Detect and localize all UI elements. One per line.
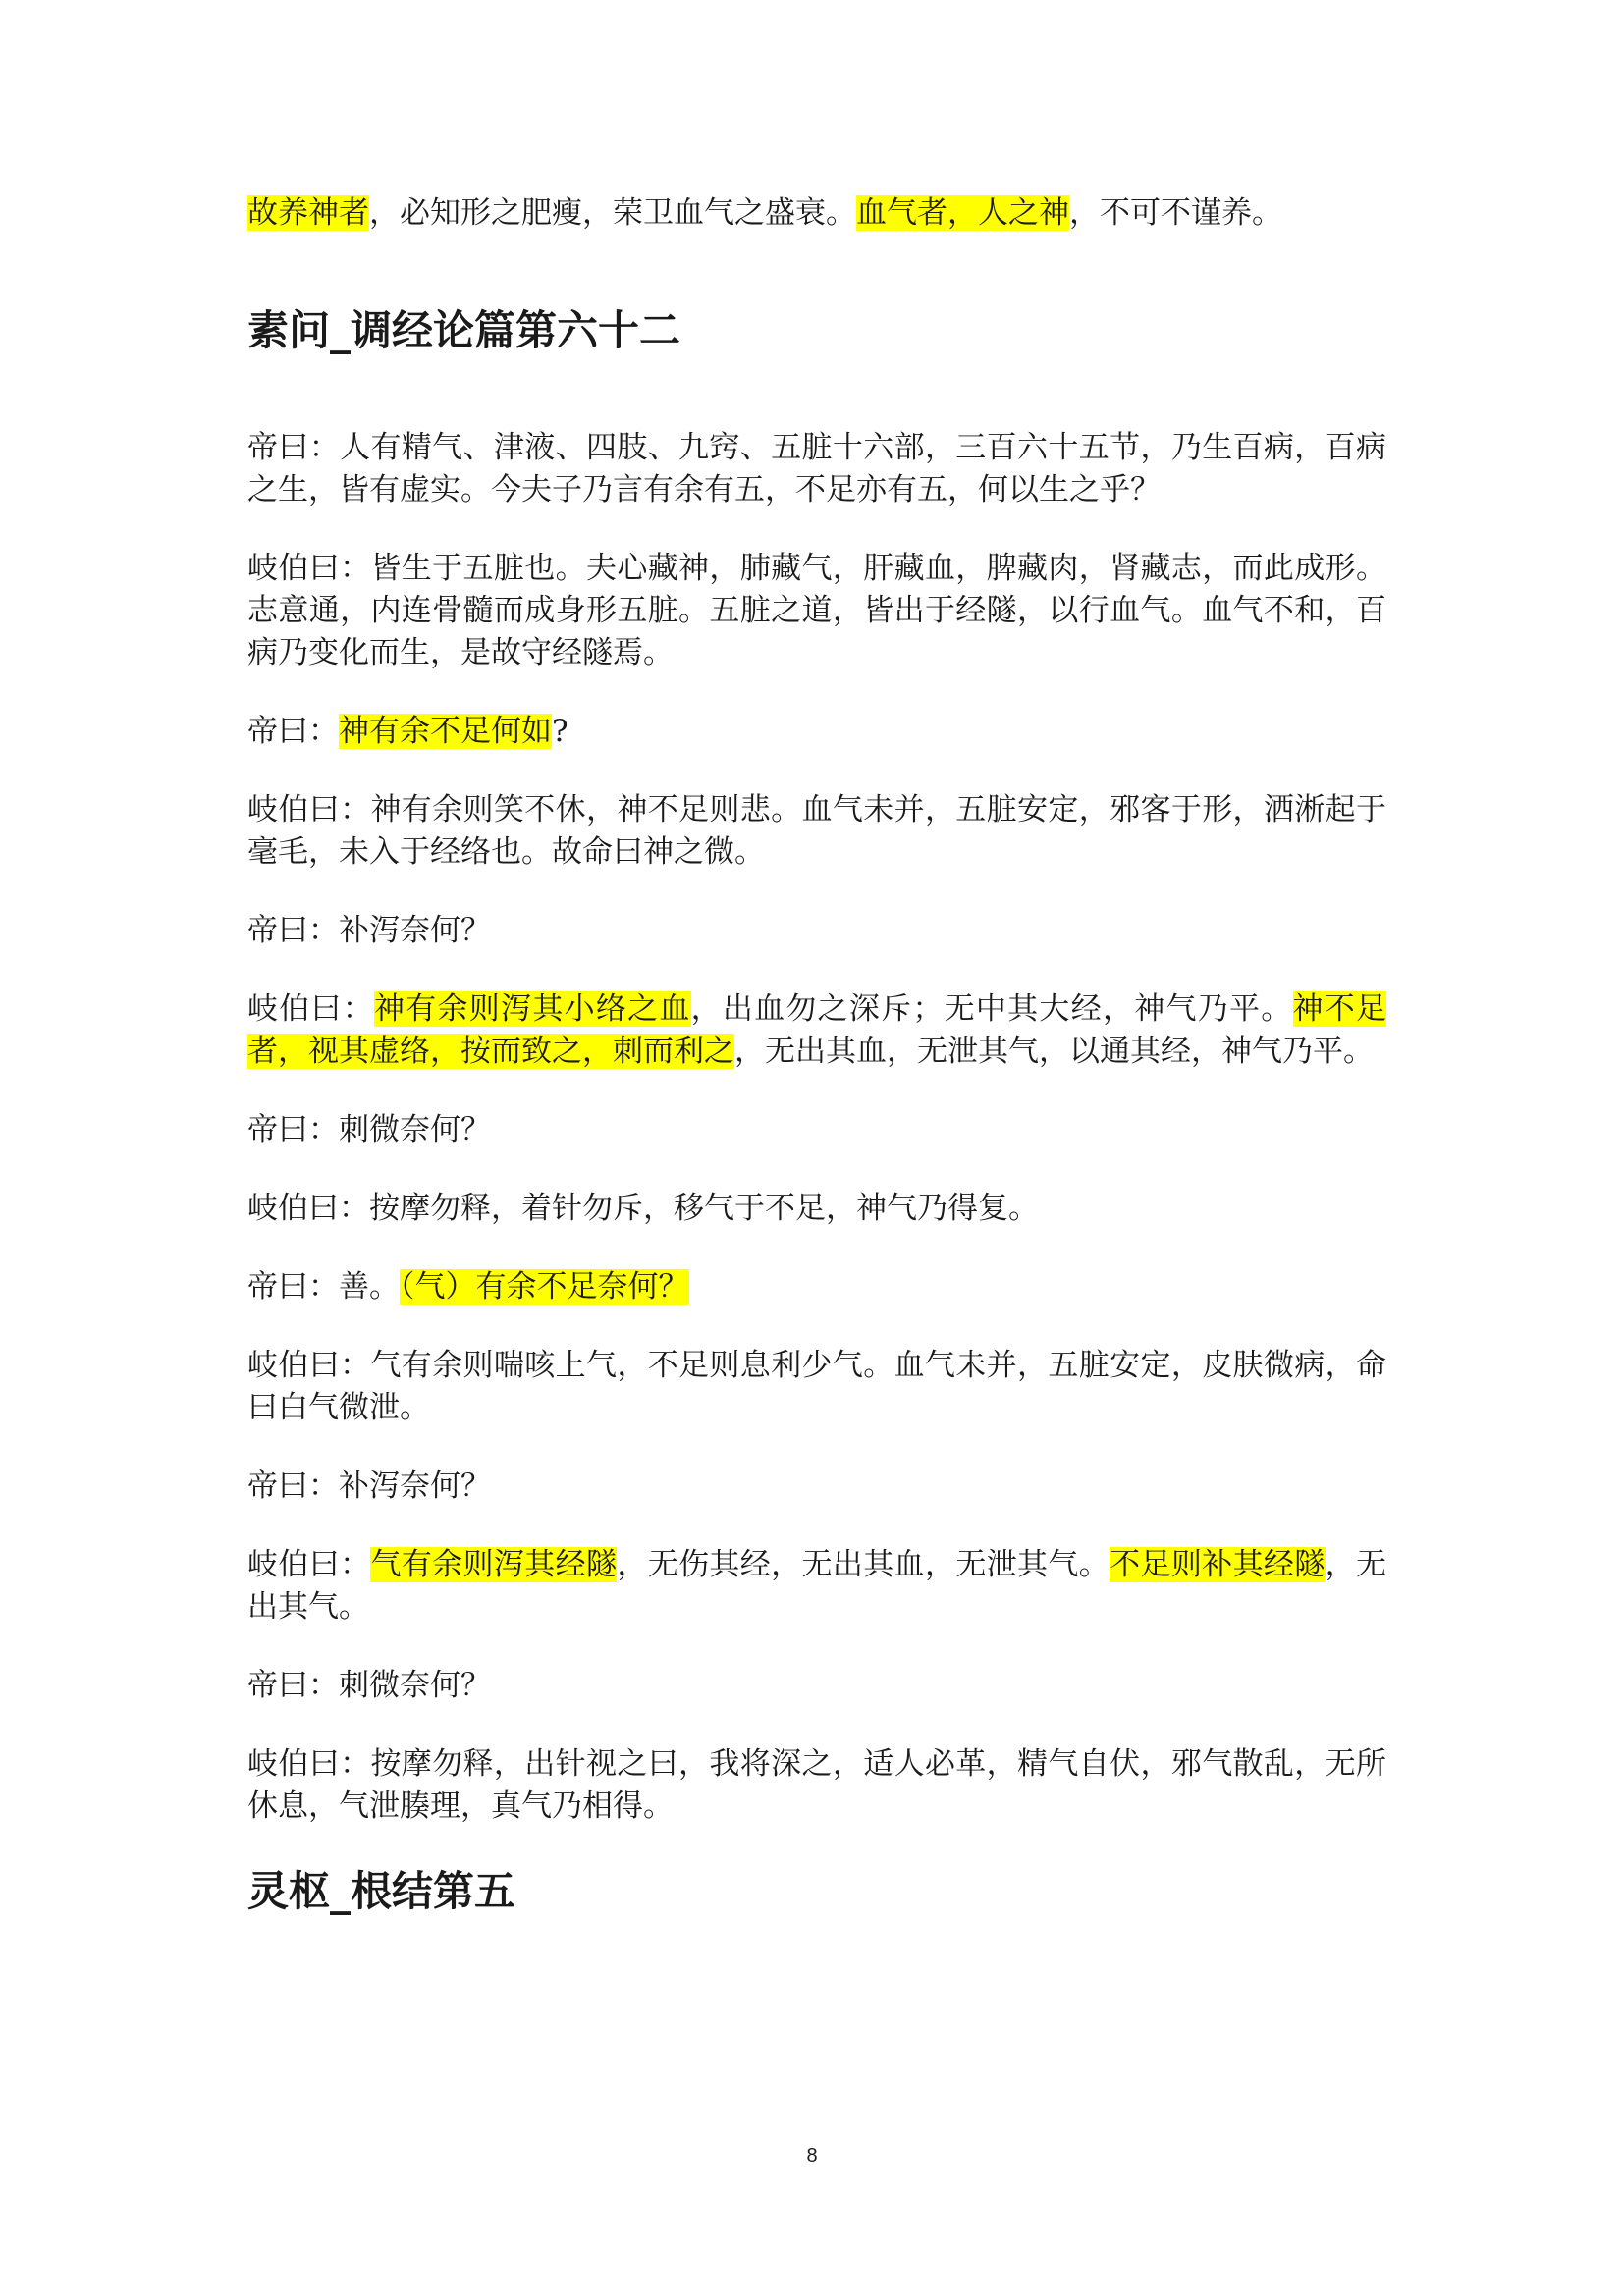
intro-paragraph (247, 192, 1386, 235)
text-run: 帝曰：人有精气、津液、四肢、九窍、五脏十六部，三百六十五节，乃生百病，百病之生，皆有虚实。今夫子乃言有余有五，不足亦有五，何以生之乎？ (247, 430, 1386, 507)
text-run: 帝曰：补泻奈何？ (247, 1468, 491, 1504)
text-run: ，无出其气。 (247, 1547, 1387, 1625)
text-run: 帝曰：刺微奈何？ (247, 1112, 491, 1148)
highlighted-text: 血气者，人之神 (856, 195, 1069, 231)
dialogue-paragraph (247, 1544, 1386, 1629)
highlighted-text: 神有余则泻其小络之血 (374, 991, 691, 1027)
highlighted-text: （气）有余不足奈何？ (400, 1269, 689, 1305)
text-run: ，必知形之肥瘦，荣卫血气之盛衰。 (369, 195, 856, 231)
dialogue-paragraph (247, 1188, 1386, 1230)
text-run: ，不可不谨养。 (1069, 195, 1282, 231)
dialogue-paragraph (247, 789, 1386, 874)
text-run: 帝曰：补泻奈何？ (247, 913, 491, 948)
dialogue-paragraph (247, 1109, 1386, 1151)
text-run: ，无伤其经，无出其血，无泄其气。 (617, 1547, 1110, 1582)
text-run: ，无出其血，无泄其气，以通其经，神气乃平。 (734, 1034, 1374, 1069)
dialogue-paragraph (247, 1345, 1386, 1429)
dialogue-paragraph (247, 1466, 1386, 1508)
dialogue-paragraph (247, 711, 1386, 753)
text-run: ? (552, 714, 568, 749)
text-run: 岐伯曰： (247, 1547, 371, 1582)
text-run: 帝曰：善。 (247, 1269, 400, 1305)
document-body (247, 192, 1386, 1919)
highlighted-text: 神有余不足何如 (339, 714, 552, 749)
highlighted-text: 故养神者 (247, 195, 369, 231)
text-run: ，出血勿之深斥；无中其大经，神气乃平。 (690, 991, 1293, 1027)
dialogue-paragraph (247, 988, 1386, 1073)
text-run: 岐伯曰：按摩勿释，出针视之曰，我将深之，适人必革，精气自伏，邪气散乱，无所休息，气泄腠理，真气乃相得。 (247, 1746, 1386, 1824)
text-run: 岐伯曰：神有余则笑不休，神不足则悲。血气未并，五脏安定，邪客于形，洒淅起于毫毛，未入于经络也。故命曰神之微。 (247, 792, 1386, 870)
dialogue-paragraph (247, 427, 1386, 511)
section-heading-suwen: 素问_调经论篇第六十二 (247, 306, 681, 354)
page-number: 8 (806, 2145, 818, 2166)
dialogue-paragraph (247, 1665, 1386, 1707)
highlighted-text: 神不足者，视其虚络，按而致之，刺而利之 (247, 991, 1387, 1069)
text-run: 岐伯曰：气有余则喘咳上气，不足则息利少气。血气未并，五脏安定，皮肤微病，命曰白气微泄。 (247, 1348, 1386, 1425)
text-run: 帝曰：刺微奈何？ (247, 1668, 491, 1703)
dialogue-paragraph (247, 1743, 1386, 1828)
text-run: 岐伯曰：皆生于五脏也。夫心藏神，肺藏气，肝藏血，脾藏肉，肾藏志，而此成形。志意通，内连骨髓而成身形五脏。五脏之道，皆出于经隧，以行血气。血气不和，百病乃变化而生，是故守经隧焉。 (247, 551, 1386, 670)
highlighted-text: 气有余则泻其经隧 (370, 1547, 618, 1582)
highlighted-text: 不足则补其经隧 (1110, 1547, 1326, 1582)
dialogue-paragraph (247, 548, 1386, 674)
dialogue-paragraph (247, 1266, 1386, 1308)
section-heading-lingshu: 灵枢_根结第五 (247, 1867, 516, 1915)
dialogue-paragraph (247, 910, 1386, 952)
text-run: 岐伯曰：按摩勿释，着针勿斥，移气于不足，神气乃得复。 (247, 1191, 1039, 1226)
text-run: 岐伯曰： (247, 991, 375, 1027)
text-run: 帝曰： (247, 714, 339, 749)
dialogue-paragraphs (247, 427, 1386, 1828)
